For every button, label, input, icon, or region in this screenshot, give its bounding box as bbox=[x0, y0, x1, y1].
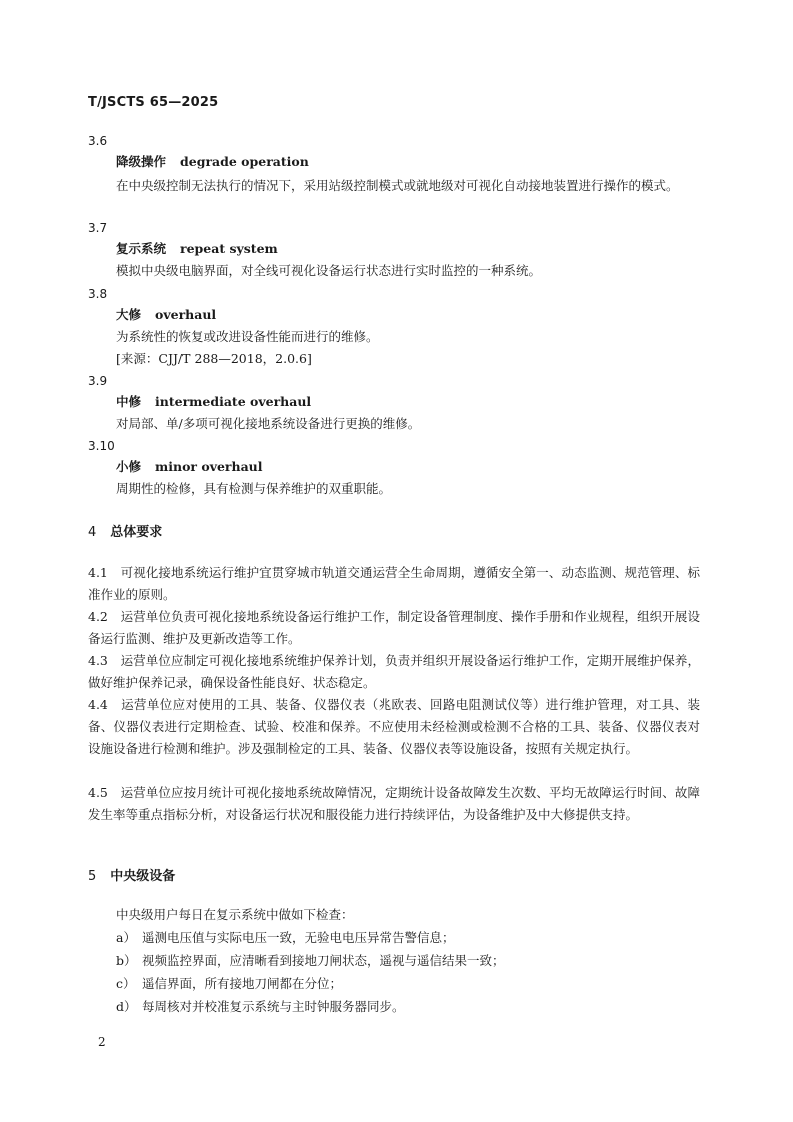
list-item bbox=[116, 952, 505, 970]
term-number: 3.6 bbox=[88, 134, 108, 148]
clause-text: 运营单位应对使用的工具、装备、仪器仪表（兆欧表、回路电阻测试仪等）进行维护管理，对工具、装备、仪器仪表进行定期检查、试验、校准和保养。不应使用未经检测或检测不合格的工具、装备、仪器仪表对设施设备进行检测和维护。涉及强制检定的工具、装备、仪器仪表等设施设备，按照有关规定执行。 bbox=[88, 697, 700, 756]
list-text: 遥测电压值与实际电压一致，无验电电压异常告警信息； bbox=[142, 930, 455, 945]
term-zh: 中修 bbox=[116, 394, 142, 409]
term-definition: 模拟中央级电脑界面，对全线可视化设备运行状态进行实时监控的一种系统。 bbox=[116, 263, 542, 278]
term-number: 3.10 bbox=[88, 439, 115, 453]
list-marker: b） bbox=[116, 953, 137, 968]
section-title: 总体要求 bbox=[110, 525, 163, 540]
clause-4-2 bbox=[88, 606, 700, 650]
term-en: minor overhaul bbox=[155, 459, 263, 474]
page-number: 2 bbox=[98, 1035, 106, 1049]
term-en: intermediate overhaul bbox=[155, 394, 312, 409]
term-title bbox=[116, 306, 216, 324]
term-title bbox=[116, 458, 263, 476]
clause-text: 运营单位应制定可视化接地系统维护保养计划，负责并组织开展设备运行维护工作，定期开展维护保养，做好维护保养记录，确保设备性能良好、状态稳定。 bbox=[88, 653, 700, 690]
term-en: overhaul bbox=[155, 307, 217, 322]
section-title: 中央级设备 bbox=[110, 869, 176, 884]
term-en: degrade operation bbox=[180, 154, 309, 169]
term-title bbox=[116, 153, 309, 171]
term-zh: 复示系统 bbox=[116, 241, 167, 256]
term-title bbox=[116, 240, 278, 258]
term-definition: 在中央级控制无法执行的情况下，采用站级控制模式或就地级对可视化自动接地装置进行操作的模式。 bbox=[116, 178, 679, 193]
clause-number: 4.5 bbox=[88, 785, 108, 800]
term-en: repeat system bbox=[180, 241, 278, 256]
list-item bbox=[116, 998, 405, 1016]
clause-4-1 bbox=[88, 562, 700, 606]
section-intro: 中央级用户每日在复示系统中做如下检查： bbox=[116, 907, 354, 922]
list-marker: c） bbox=[116, 976, 136, 991]
standard-id: T/JSCTS 65—2025 bbox=[88, 95, 219, 110]
list-item bbox=[116, 929, 455, 947]
clause-number: 4.1 bbox=[88, 565, 108, 580]
term-title bbox=[116, 393, 311, 411]
term-definition: 为系统性的恢复或改进设备性能而进行的维修。 bbox=[116, 329, 379, 344]
clause-number: 4.3 bbox=[88, 653, 108, 668]
clause-text: 运营单位负责可视化接地系统设备运行维护工作，制定设备管理制度、操作手册和作业规程，组织开展设备运行监测、维护及更新改造等工作。 bbox=[88, 609, 700, 646]
list-text: 遥信界面，所有接地刀闸都在分位； bbox=[142, 976, 343, 991]
clause-4-3 bbox=[88, 650, 700, 694]
list-text: 每周核对并校准复示系统与主时钟服务器同步。 bbox=[142, 999, 405, 1014]
list-marker: a） bbox=[116, 930, 136, 945]
term-zh: 降级操作 bbox=[116, 154, 167, 169]
term-definition: 周期性的检修，具有检测与保养维护的双重职能。 bbox=[116, 481, 392, 496]
clause-text: 运营单位应按月统计可视化接地系统故障情况，定期统计设备故障发生次数、平均无故障运行时间、故障发生率等重点指标分析，对设备运行状况和服役能力进行持续评估，为设备维护及中大修提供支持。 bbox=[88, 785, 700, 822]
clause-number: 4.2 bbox=[88, 609, 108, 624]
list-item bbox=[116, 975, 342, 993]
list-text: 视频监控界面，应清晰看到接地刀闸状态，遥视与遥信结果一致； bbox=[142, 953, 505, 968]
term-zh: 大修 bbox=[116, 307, 142, 322]
section-number: 4 bbox=[88, 525, 97, 540]
clause-number: 4.4 bbox=[88, 697, 108, 712]
clause-4-5 bbox=[88, 782, 700, 826]
term-zh: 小修 bbox=[116, 459, 142, 474]
term-number: 3.9 bbox=[88, 374, 108, 388]
clause-text: 可视化接地系统运行维护宜贯穿城市轨道交通运营全生命周期，遵循安全第一、动态监测、规范管理、标准作业的原则。 bbox=[88, 565, 700, 602]
section-heading bbox=[88, 868, 175, 886]
term-number: 3.7 bbox=[88, 221, 108, 235]
section-number: 5 bbox=[88, 869, 97, 884]
clause-4-4 bbox=[88, 694, 700, 760]
term-source: [来源：CJJ/T 288—2018，2.0.6] bbox=[116, 351, 312, 366]
list-marker: d） bbox=[116, 999, 137, 1014]
term-definition: 对局部、单/多项可视化接地系统设备进行更换的维修。 bbox=[116, 416, 421, 431]
section-heading bbox=[88, 524, 162, 542]
term-number: 3.8 bbox=[88, 287, 108, 301]
